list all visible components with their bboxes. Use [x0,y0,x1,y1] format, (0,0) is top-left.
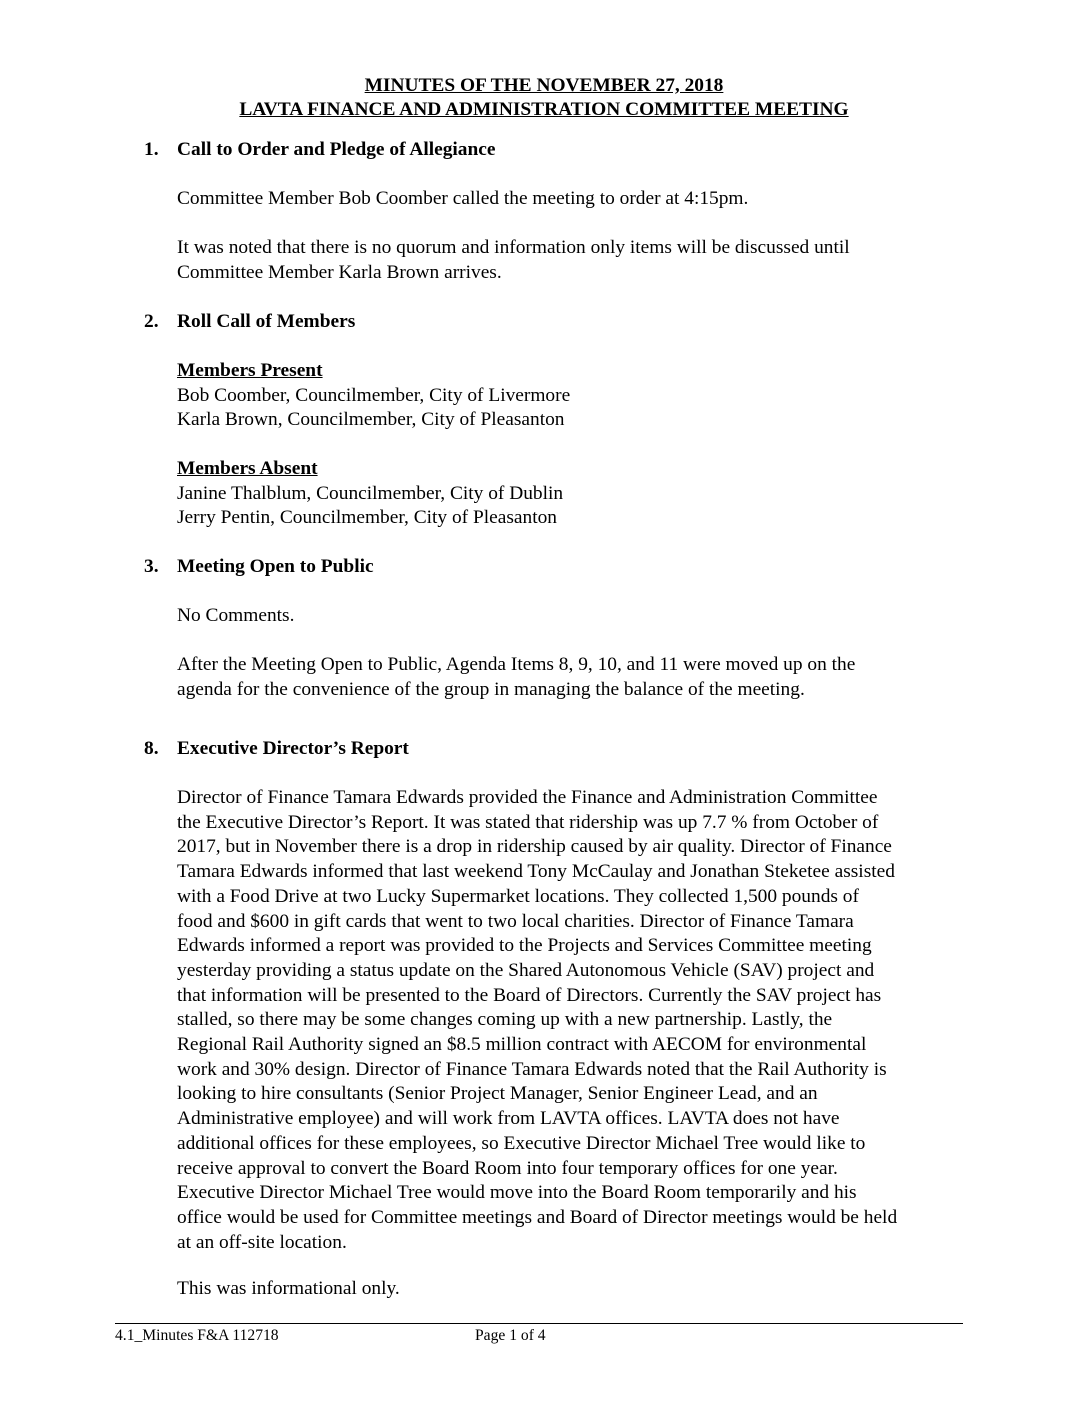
section-2-number: 2. [144,311,159,332]
section-8-closing: This was informational only. [177,1278,400,1299]
text-line: with a Food Drive at two Lucky Supermarket locations. They collected 1,500 pounds of [177,885,859,907]
section-1-title: Call to Order and Pledge of Allegiance [177,139,496,160]
footer-page-number: Page 1 of 4 [475,1327,546,1344]
section-2-heading [144,310,355,335]
member-entry: Bob Coomber, Councilmember, City of Livermore [177,384,571,406]
text-line: Administrative employee) and will work from LAVTA offices. LAVTA does not have [177,1108,840,1130]
text-line: looking to hire consultants (Senior Project Manager, Senior Engineer Lead, and an [177,1083,818,1105]
section-8-body [177,786,977,1255]
section-8-heading [144,737,409,762]
footer-divider [115,1323,963,1324]
text-line: receive approval to convert the Board Room into four temporary offices for one year. [177,1157,838,1179]
text-line: Tamara Edwards informed that last weekend Tony McCaulay and Jonathan Steketee assisted [177,861,895,883]
document-title-line1: MINUTES OF THE NOVEMBER 27, 2018 [364,75,724,96]
section-1-heading [144,138,495,163]
section-2-title: Roll Call of Members [177,311,356,332]
section-1-number: 1. [144,139,159,160]
member-entry: Karla Brown, Councilmember, City of Pleasanton [177,409,565,431]
text-line: Director of Finance Tamara Edwards provided the Finance and Administration Committee [177,787,878,808]
text-line: office would be used for Committee meetings and Board of Director meetings would be held [177,1206,898,1228]
text-line: Committee Member Karla Brown arrives. [177,261,502,283]
member-entry: Jerry Pentin, Councilmember, City of Pleasanton [177,507,557,529]
member-entry: Janine Thalblum, Councilmember, City of Dublin [177,482,564,504]
section-8-title: Executive Director’s Report [177,738,409,759]
text-line: stalled, so there may be some changes coming up with a new partnership. Lastly, the [177,1009,833,1031]
section-3-number: 3. [144,556,159,577]
text-line: Regional Rail Authority signed an $8.5 million contract with AECOM for environmental [177,1034,867,1056]
text-line: that information will be presented to the Board of Directors. Currently the SAV project has [177,984,882,1006]
text-line: agenda for the convenience of the group in managing the balance of the meeting. [177,678,805,700]
text-line: After the Meeting Open to Public, Agenda Items 8, 9, 10, and 11 were moved up on the [177,654,856,675]
section-1-paragraph-2 [177,236,977,285]
text-line: Edwards informed a report was provided to the Projects and Services Committee meeting [177,935,872,957]
members-absent-label: Members Absent [177,458,318,479]
footer-document-id: 4.1_Minutes F&A 112718 [115,1327,279,1344]
members-present-label: Members Present [177,360,323,381]
text-line: at an off-site location. [177,1231,347,1253]
text-line: additional offices for these employees, so Executive Director Michael Tree would like to [177,1132,866,1154]
section-3-heading [144,555,374,580]
section-8-number: 8. [144,738,159,759]
members-present-block [177,359,977,433]
text-line: Executive Director Michael Tree would move into the Board Room temporarily and his [177,1182,857,1204]
text-line: 2017, but in November there is a drop in ridership caused by air quality. Director of Finance [177,836,892,858]
section-3-title: Meeting Open to Public [177,556,374,577]
document-title-line2: LAVTA FINANCE AND ADMINISTRATION COMMITTEE MEETING [239,99,849,120]
text-line: the Executive Director’s Report. It was stated that ridership was up 7.7 % from October of [177,811,879,833]
section-1-paragraph-1: Committee Member Bob Coomber called the meeting to order at 4:15pm. [177,188,749,209]
section-3-paragraph-2 [177,653,977,702]
members-absent-block [177,457,977,531]
text-line: yesterday providing a status update on the Shared Autonomous Vehicle (SAV) project and [177,959,875,981]
section-3-paragraph-1: No Comments. [177,605,295,626]
text-line: It was noted that there is no quorum and information only items will be discussed until [177,237,850,258]
text-line: work and 30% design. Director of Finance Tamara Edwards noted that the Rail Authority is [177,1058,887,1080]
text-line: food and $600 in gift cards that went to two local charities. Director of Finance Tamara [177,910,854,932]
